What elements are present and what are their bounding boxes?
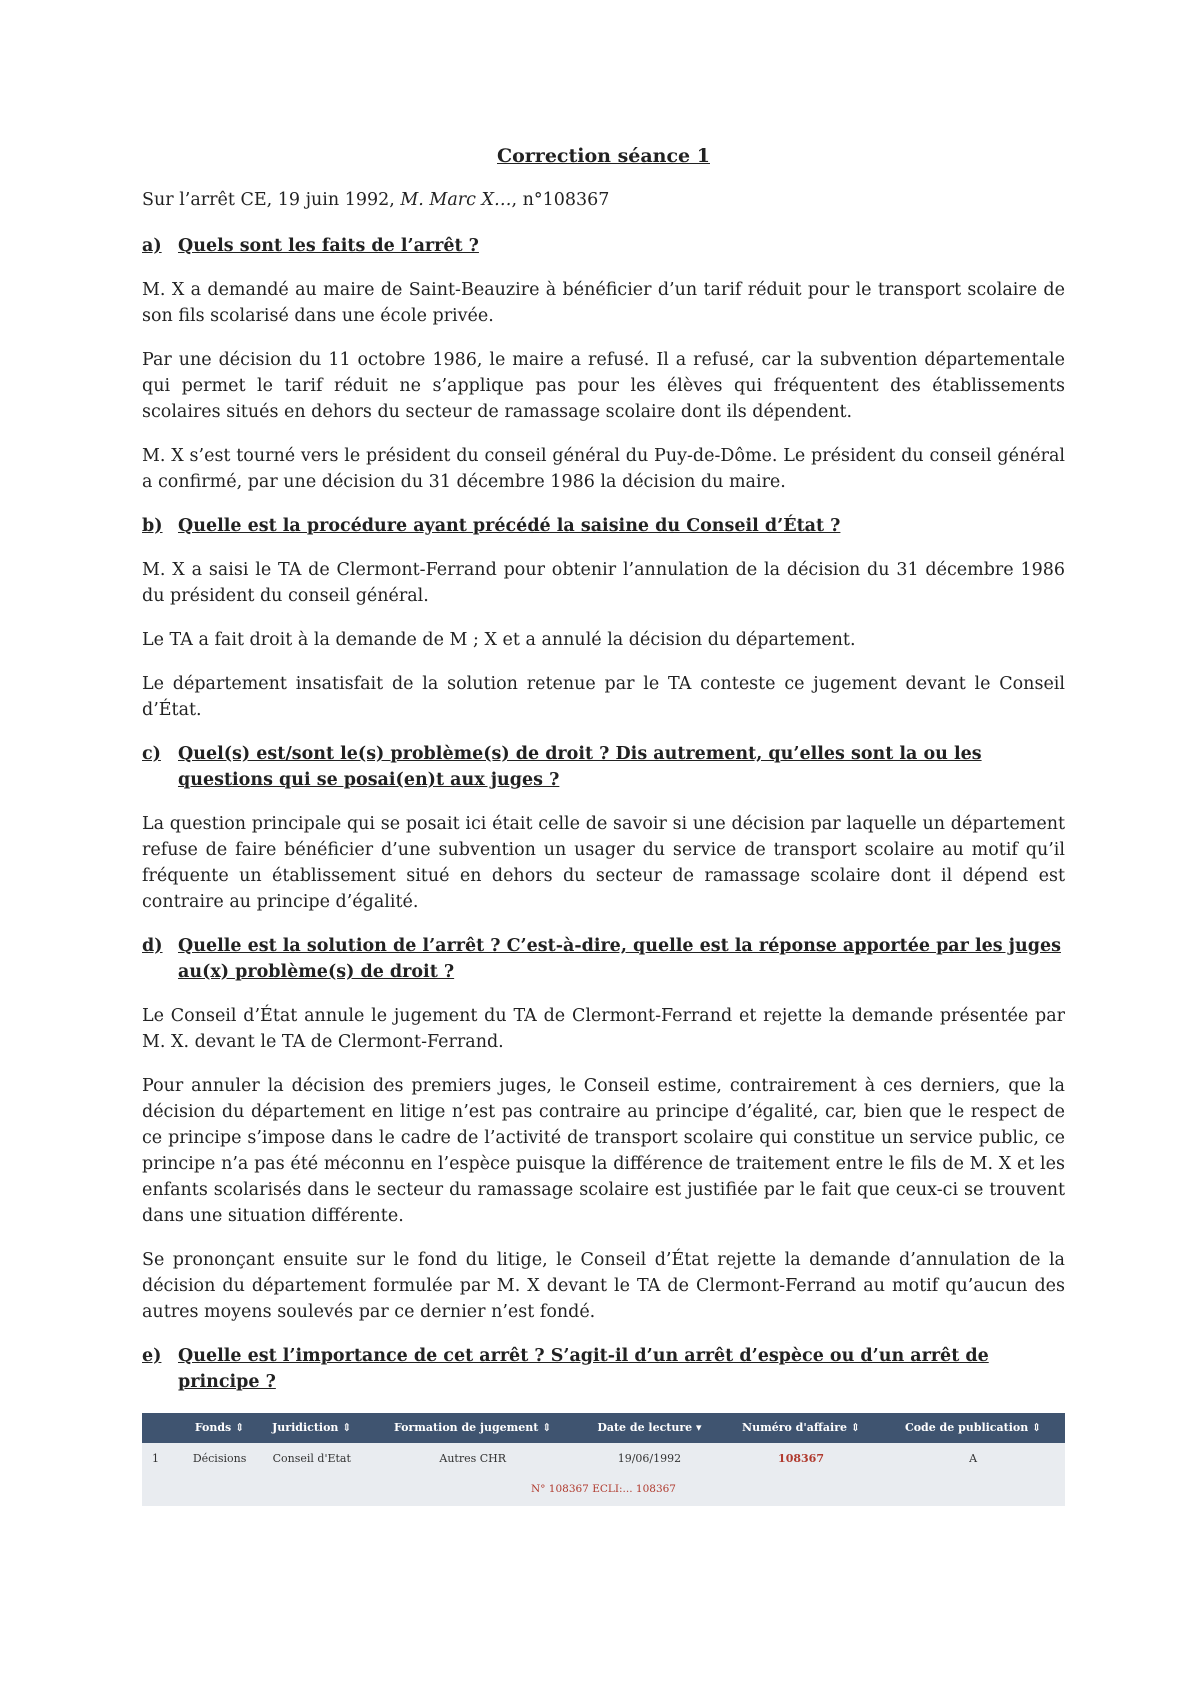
column-header-numero[interactable]: Numéro d'affaire ⇕ <box>721 1413 881 1443</box>
case-reference <box>142 187 1065 213</box>
paragraph: Le département insatisfait de la solution retenue par le TA conteste ce jugement devant le Conseil d’État. <box>142 674 1065 720</box>
question-text: Quels sont les faits de l’arrêt ? <box>178 236 479 256</box>
search-results-table-image <box>142 1413 1065 1506</box>
table-header-row <box>142 1413 1065 1443</box>
question-label: e) <box>142 1346 162 1366</box>
question-text: Quelle est l’importance de cet arrêt ? S’agit-il d’un arrêt d’espèce ou d’un arrêt de principe ? <box>178 1346 989 1392</box>
question-label: b) <box>142 516 163 536</box>
question-label: a) <box>142 236 162 256</box>
row-index: 1 <box>142 1443 183 1475</box>
ecli-row <box>142 1475 1065 1506</box>
column-index <box>142 1413 183 1443</box>
reference-prefix: Sur l’arrêt CE, 19 juin 1992, <box>142 190 401 210</box>
question-label: d) <box>142 936 163 956</box>
paragraph: Le TA a fait droit à la demande de M ; X et a annulé la décision du département. <box>142 630 856 650</box>
page-title: Correction séance 1 <box>497 145 710 167</box>
document-content <box>142 143 1065 1506</box>
question-text: Quel(s) est/sont le(s) problème(s) de droit ? Dis autrement, qu’elles sont la ou les questions qui se posai(en)t aux juges ? <box>178 744 982 790</box>
column-header-date[interactable]: Date de lecture ▾ <box>578 1413 721 1443</box>
column-header-code[interactable]: Code de publication ⇕ <box>881 1413 1065 1443</box>
paragraph: M. X a demandé au maire de Saint-Beauzire à bénéficier d’un tarif réduit pour le transport scolaire de son fils scolarisé dans une école privée. <box>142 280 1065 326</box>
search-results-table <box>142 1413 1065 1506</box>
question-c <box>142 741 1065 793</box>
ecli-text: N° 108367 ECLI:... 108367 <box>142 1475 1065 1506</box>
cell-formation: Autres CHR <box>367 1443 578 1475</box>
question-text: Quelle est la procédure ayant précédé la saisine du Conseil d’État ? <box>178 516 841 536</box>
paragraph: M. X a saisi le TA de Clermont-Ferrand pour obtenir l’annulation de la décision du 31 décembre 1986 du président du conseil général. <box>142 560 1065 606</box>
paragraph: Se prononçant ensuite sur le fond du litige, le Conseil d’État rejette la demande d’annulation de la décision du département formulée par M. X devant le TA de Clermont-Ferrand au motif qu’aucun des autres moyens soulevés par ce dernier n’est fondé. <box>142 1250 1065 1322</box>
question-text: Quelle est la solution de l’arrêt ? C’est-à-dire, quelle est la réponse apportée par les juges au(x) problème(s) de droit ? <box>178 936 1061 982</box>
question-e <box>142 1343 1065 1395</box>
question-a <box>142 233 1065 259</box>
cell-juridiction: Conseil d'Etat <box>256 1443 367 1475</box>
question-label: c) <box>142 744 161 764</box>
paragraph: Par une décision du 11 octobre 1986, le maire a refusé. Il a refusé, car la subvention départementale qui permet le tarif réduit ne s’applique pas pour les élèves qui fréquentent des établissements scolaires situés en dehors du secteur de ramassage scolaire dont ils dépendent. <box>142 350 1065 422</box>
column-header-juridiction[interactable]: Juridiction ⇕ <box>256 1413 367 1443</box>
cell-fonds: Décisions <box>183 1443 256 1475</box>
paragraph: Le Conseil d’État annule le jugement du TA de Clermont-Ferrand et rejette la demande présentée par M. X. devant le TA de Clermont-Ferrand. <box>142 1006 1065 1052</box>
reference-suffix: , n°108367 <box>511 190 610 210</box>
table-row[interactable] <box>142 1443 1065 1475</box>
paragraph: Pour annuler la décision des premiers juges, le Conseil estime, contrairement à ces derniers, que la décision du département en litige n’est pas contraire au principe d’égalité, car, bien que le respect de ce principe s’impose dans le cadre de l’activité de transport scolaire qui constitue un service public, ce principe n’a pas été méconnu en l’espèce puisque la différence de traitement entre le fils de M. X et les enfants scolarisés dans le secteur du ramassage scolaire est justifiée par le fait que ceux-ci se trouvent dans une situation différente. <box>142 1076 1065 1226</box>
column-header-fonds[interactable]: Fonds ⇕ <box>183 1413 256 1443</box>
cell-date: 19/06/1992 <box>578 1443 721 1475</box>
question-d <box>142 933 1065 985</box>
cell-numero-link[interactable]: 108367 <box>721 1443 881 1475</box>
paragraph: M. X s’est tourné vers le président du conseil général du Puy-de-Dôme. Le président du conseil général a confirmé, par une décision du 31 décembre 1986 la décision du maire. <box>142 446 1065 492</box>
column-header-formation[interactable]: Formation de jugement ⇕ <box>367 1413 578 1443</box>
question-b <box>142 513 1065 539</box>
paragraph: La question principale qui se posait ici était celle de savoir si une décision par laquelle un département refuse de faire bénéficier d’une subvention un usager du service de transport scolaire au motif qu’il fréquente un établissement situé en dehors du secteur de ramassage scolaire dont il dépend est contraire au principe d’égalité. <box>142 814 1065 912</box>
cell-code: A <box>881 1443 1065 1475</box>
reference-party: M. Marc X… <box>400 190 512 210</box>
